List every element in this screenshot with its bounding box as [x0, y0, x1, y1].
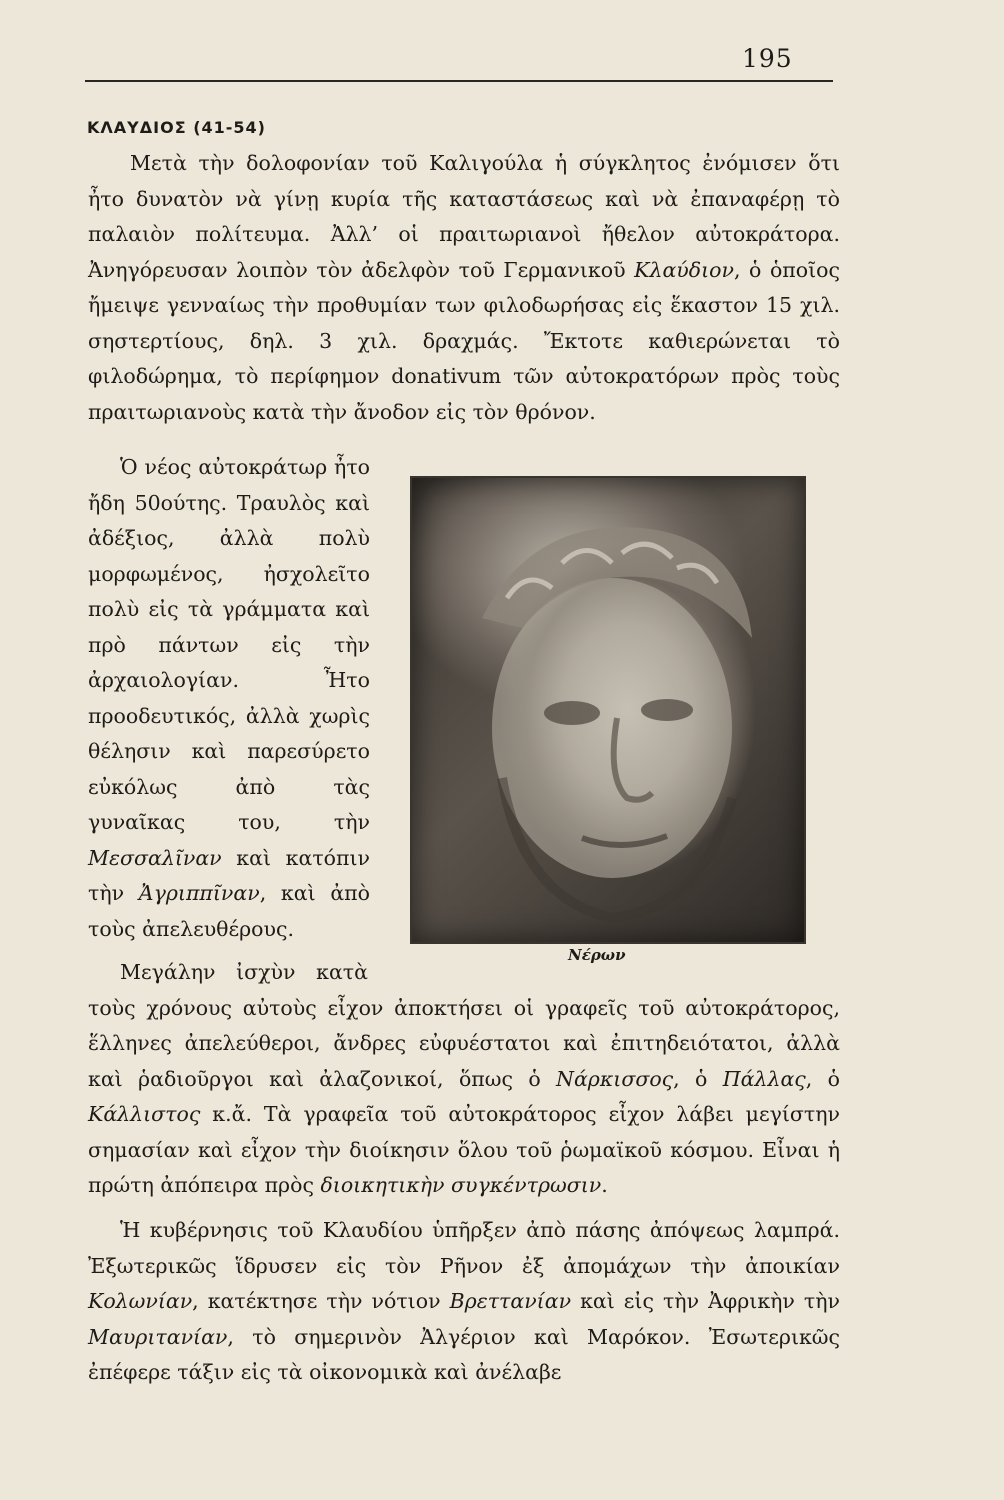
name-messalina: Μεσσαλῖναν	[88, 845, 222, 870]
text-span: Μεγάλην ἰσχὺν κατὰ	[120, 960, 368, 984]
term-centralization: διοικητικὴν συγκέντρωσιν	[320, 1173, 602, 1197]
name-agrippina: Ἀγριππῖναν	[138, 881, 260, 905]
paragraph-1	[88, 146, 840, 430]
text-span: κ.ἄ. Τὰ γραφεῖα τοῦ αὐτοκράτορος εἶχον λάβει μεγίστην σημασίαν καὶ εἶχον τὴν διοίκησιν ὅλου τοῦ ῥωμαϊκοῦ κόσμου. Εἶναι ἡ πρώτη ἀπόπειρα πρὸς	[88, 1102, 840, 1197]
text-span: τοὺς χρόνους αὐτοὺς εἶχον ἀποκτήσει οἱ γραφεῖς τοῦ αὐτοκράτορος, ἕλληνες ἀπελεύθεροι, ἄνδρες εὐφυέστατοι καὶ ἐπιτηδειότατοι, ἀλλὰ καὶ ῥαδιοῦργοι καὶ ἀλαζονικοί, ὅπως ὁ	[88, 995, 840, 1091]
name-mauretania: Μαυριτανίαν	[88, 1324, 228, 1349]
name-britannia: Βρεττανίαν	[449, 1289, 572, 1313]
page-number: 195	[742, 44, 793, 73]
text-span: Ἡ κυβέρνησις τοῦ Κλαυδίου ὑπῆρξεν ἀπὸ πάσης ἀπόψεως λαμπρά. Ἐξωτερικῶς ἵδρυσεν εἰς τὸν Ρῆνον ἐξ ἀπομάχων τὴν ἀποικίαν	[88, 1218, 840, 1278]
text-span: Ὁ νέος αὐτοκράτωρ ἦτο ἤδη 50ούτης. Τραυλὸς καὶ ἀδέξιος, ἀλλὰ πολὺ μορφωμένος, ἠσχολεῖτο πολὺ εἰς τὰ γράμματα καὶ πρὸ πάντων εἰς τὴν ἀρχαιολογίαν. Ἦτο προοδευτικός, ἀλλὰ χωρὶς θέλησιν καὶ παρεσύρετο εὐκόλως ἀπὸ τὰς γυναῖκας του, τὴν	[88, 455, 370, 834]
paragraph-2	[88, 450, 370, 947]
name-claudius: Κλαύδιον	[634, 257, 734, 282]
header-rule	[85, 80, 833, 82]
name-narcissus: Νάρκισσος	[556, 1066, 674, 1091]
text-span: καὶ κατόπιν τὴν	[88, 845, 370, 905]
running-title: ΚΛΑΥΔΙΟΣ (41-54)	[87, 118, 266, 137]
paragraph-3	[88, 955, 840, 1204]
text-span: .	[601, 1173, 608, 1197]
text-span: , ὁ	[673, 1066, 723, 1091]
text-span: , κατέκτησε τὴν νότιον	[192, 1289, 450, 1313]
text-span: , τὸ σημερινὸν Ἀλγέριον καὶ Μαρόκον. Ἐσωτερικῶς ἐπέφερε τάξιν εἰς τὰ οἰκονομικὰ καὶ ἀνέλαβε	[88, 1324, 840, 1384]
name-callistus: Κάλλιστος	[88, 1102, 201, 1126]
text-span: , ὁ ὁποῖος ἤμειψε γενναίως τὴν προθυμίαν των φιλοδωρήσας εἰς ἕκαστον 15 χιλ. σηστερτίους, δηλ. 3 χιλ. δραχμάς. Ἔκτοτε καθιερώνεται τὸ φιλοδώρημα, τὸ περίφημον donativum τῶν αὐτοκρατόρων πρὸς τοὺς πραιτωριανοὺς κατὰ τὴν ἄνοδον εἰς τὸν θρόνον.	[88, 257, 840, 424]
name-pallas: Πάλλας	[722, 1066, 806, 1091]
text-span: , καὶ ἀπὸ τοὺς ἀπελευθέρους.	[88, 881, 370, 941]
text-span: Μετὰ τὴν δολοφονίαν τοῦ Καλιγούλα ἡ σύγκλητος ἐνόμισεν ὅτι ἦτο δυνατὸν νὰ γίνῃ κυρία τῆς καταστάσεως καὶ νὰ ἐπαναφέρῃ τὸ παλαιὸν πολίτευμα. Ἀλλ’ οἱ πραιτωριανοὶ ἤθελον αὐτοκράτορα. Ἀνηγόρευσαν λοιπὸν τὸν ἀδελφὸν τοῦ Γερμανικοῦ	[88, 151, 840, 282]
portrait-photo	[410, 476, 806, 944]
paragraph-4	[88, 1213, 840, 1391]
name-colonia: Κολωνίαν	[88, 1289, 193, 1313]
figure-caption: Νέρων	[568, 946, 626, 964]
text-span: , ὁ	[805, 1066, 841, 1091]
text-span: καὶ εἰς τὴν Ἀφρικὴν τὴν	[571, 1289, 841, 1313]
portrait-photo-icon	[412, 478, 804, 942]
